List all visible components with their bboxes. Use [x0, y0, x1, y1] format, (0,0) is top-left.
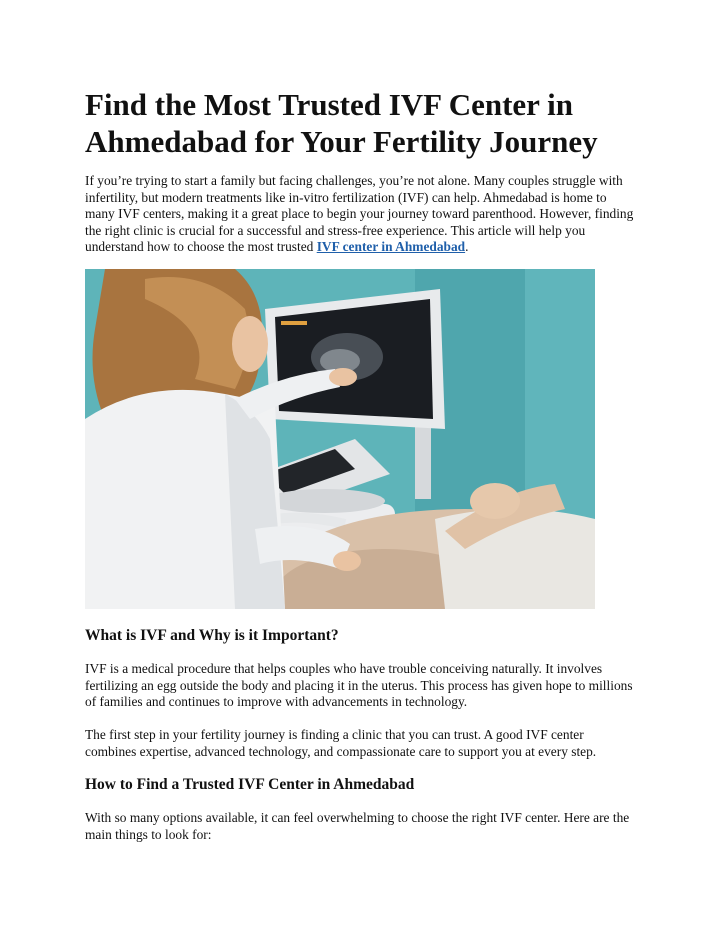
- intro-paragraph: [85, 173, 635, 256]
- intro-text: If you’re trying to start a family but facing challenges, you’re not alone. Many couples struggle with infertility, but modern treatments like in-vitro fertilization (IVF) can help. Ahmedabad is home to many IVF centers, making it a great place to begin your journey toward parenthood. However, finding the right clinic is crucial for a successful and stress-free experience. This article will help you understand how to choose the most trusted: [85, 173, 634, 255]
- ivf-paragraph-1: IVF is a medical procedure that helps couples who have trouble conceiving naturally. It involves fertilizing an egg outside the body and placing it in the uterus. This process has given hope to millions of families and continues to improve with advancements in technology.: [85, 661, 633, 710]
- section-heading-what-is-ivf: What is IVF and Why is it Important?: [85, 627, 339, 644]
- article-title: Find the Most Trusted IVF Center in Ahmedabad for Your Fertility Journey: [85, 87, 598, 159]
- find-center-paragraph: With so many options available, it can feel overwhelming to choose the right IVF center. Here are the main things to look for:: [85, 810, 630, 842]
- ultrasound-photo: [85, 269, 595, 609]
- ultrasound-monitor: [265, 289, 445, 429]
- section-heading-find-center: How to Find a Trusted IVF Center in Ahmedabad: [85, 776, 415, 793]
- intro-period: .: [465, 239, 469, 255]
- ivf-center-link[interactable]: IVF center in Ahmedabad: [316, 239, 466, 255]
- ivf-paragraph-2: The first step in your fertility journey is finding a clinic that you can trust. A good IVF center combines expertise, advanced technology, and compassionate care to support you at every step.: [85, 727, 597, 759]
